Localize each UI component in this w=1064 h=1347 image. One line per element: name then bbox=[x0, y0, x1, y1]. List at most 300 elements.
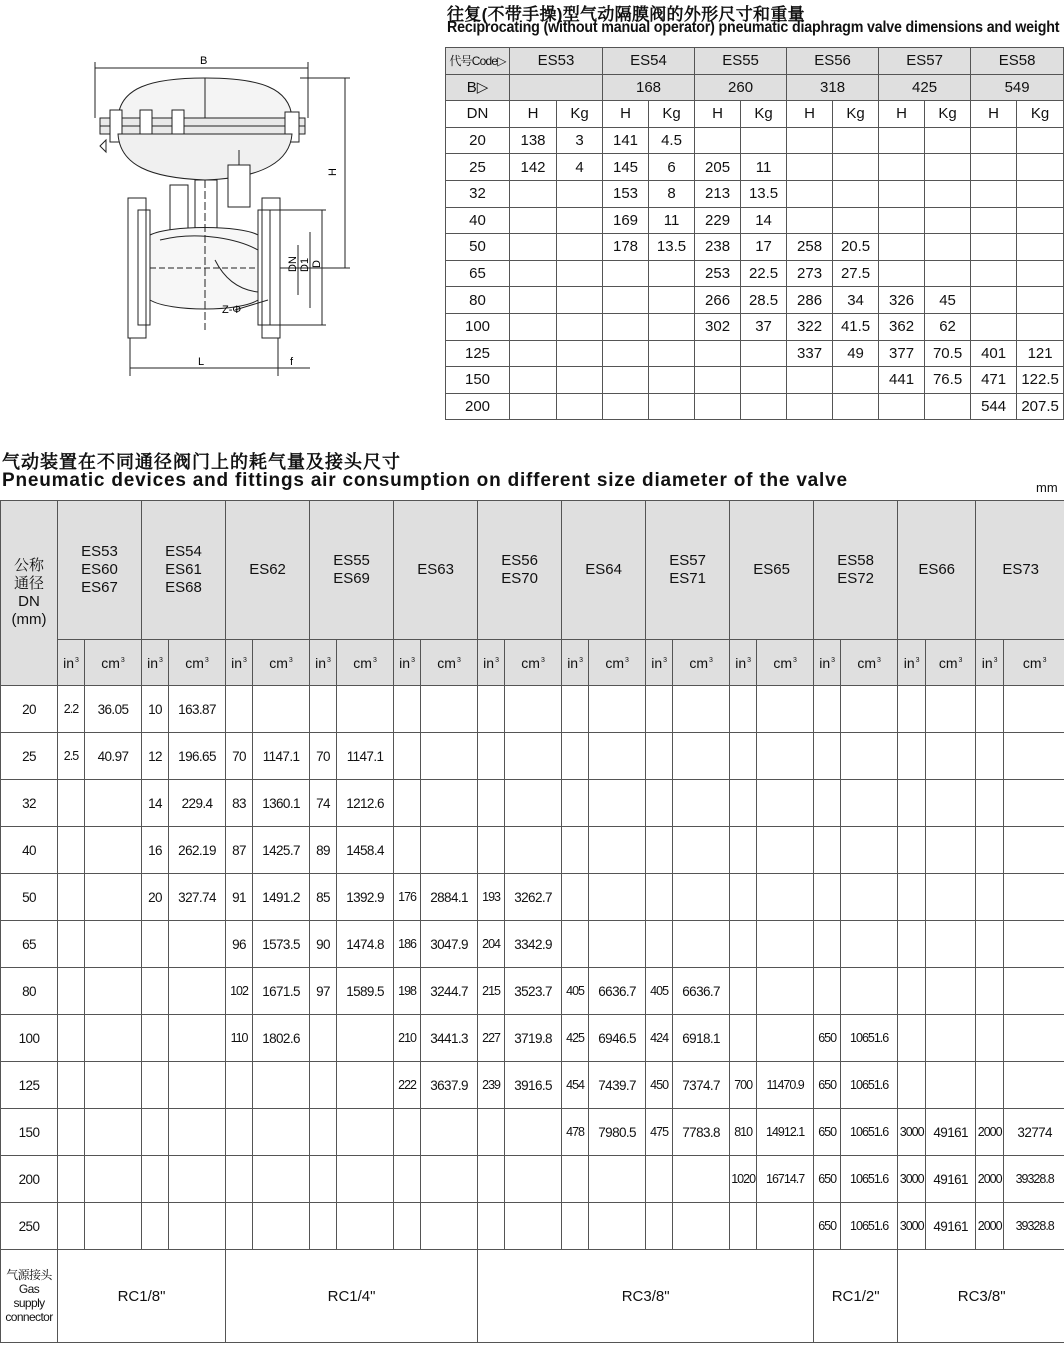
value-cell bbox=[925, 393, 971, 420]
cm3-value-cell bbox=[926, 780, 976, 827]
valve-dimensions-table bbox=[445, 47, 1064, 420]
cm3-value-cell bbox=[673, 686, 730, 733]
in3-value-cell: 20 bbox=[142, 874, 169, 921]
value-cell bbox=[741, 393, 787, 420]
cm3-value-cell bbox=[505, 733, 562, 780]
cm3-value-cell: 11470.9 bbox=[757, 1062, 814, 1109]
value-cell bbox=[510, 367, 557, 394]
unit-cm-cell bbox=[1004, 640, 1064, 686]
kg-header: Kg bbox=[649, 101, 695, 128]
in3-value-cell bbox=[976, 968, 1004, 1015]
in3-value-cell bbox=[562, 921, 589, 968]
in3-value-cell: 198 bbox=[394, 968, 421, 1015]
value-cell: 6 bbox=[649, 154, 695, 181]
model-group-header: ES58 ES72 bbox=[814, 501, 898, 640]
cm3-value-cell bbox=[926, 686, 976, 733]
cm3-value-cell: 7374.7 bbox=[673, 1062, 730, 1109]
in3-value-cell bbox=[646, 827, 673, 874]
table-row bbox=[446, 287, 1064, 314]
table-row bbox=[1, 921, 1064, 968]
unit-cm-cell bbox=[841, 640, 898, 686]
table2-unit: mm bbox=[1036, 480, 1058, 495]
h-header: H bbox=[510, 101, 557, 128]
cm3-value-cell bbox=[169, 1109, 226, 1156]
value-cell bbox=[649, 393, 695, 420]
cm3-value-cell bbox=[85, 1015, 142, 1062]
value-cell bbox=[1017, 207, 1064, 234]
value-cell: 138 bbox=[510, 127, 557, 154]
value-cell: 41.5 bbox=[833, 313, 879, 340]
table-row bbox=[446, 340, 1064, 367]
cm3-value-cell: 10651.6 bbox=[841, 1203, 898, 1250]
in3-value-cell bbox=[478, 827, 505, 874]
connector-size-cell: RC3/8" bbox=[898, 1250, 1064, 1343]
unit-cm: cm bbox=[605, 654, 624, 671]
cm3-value-cell bbox=[337, 686, 394, 733]
unit-cm-cell bbox=[673, 640, 730, 686]
cm3-value-cell bbox=[337, 1156, 394, 1203]
model-group-header: ES53 ES60 ES67 bbox=[58, 501, 142, 640]
cm3-value-cell: 1474.8 bbox=[337, 921, 394, 968]
value-cell: 34 bbox=[833, 287, 879, 314]
in3-value-cell bbox=[58, 1062, 85, 1109]
cm3-value-cell bbox=[421, 733, 478, 780]
value-cell: 70.5 bbox=[925, 340, 971, 367]
in3-value-cell bbox=[814, 874, 841, 921]
code-row bbox=[446, 48, 1064, 75]
unit-cm: cm bbox=[689, 654, 708, 671]
value-cell: 302 bbox=[695, 313, 741, 340]
in3-value-cell bbox=[730, 1203, 757, 1250]
dn-cell: 100 bbox=[446, 313, 510, 340]
unit-superscript: 3 bbox=[993, 656, 998, 664]
cm3-value-cell bbox=[253, 1156, 310, 1203]
in3-value-cell bbox=[562, 686, 589, 733]
value-cell bbox=[879, 234, 925, 261]
cm3-value-cell bbox=[1004, 827, 1064, 874]
in3-value-cell bbox=[394, 1109, 421, 1156]
value-cell bbox=[879, 260, 925, 287]
cm3-value-cell: 1573.5 bbox=[253, 921, 310, 968]
cm3-value-cell: 163.87 bbox=[169, 686, 226, 733]
cm3-value-cell: 40.97 bbox=[85, 733, 142, 780]
connector-size-cell: RC3/8" bbox=[478, 1250, 814, 1343]
value-cell: 37 bbox=[741, 313, 787, 340]
table-row bbox=[1, 686, 1064, 733]
value-cell: 169 bbox=[603, 207, 649, 234]
unit-superscript: 3 bbox=[579, 656, 583, 664]
unit-in: in bbox=[483, 654, 495, 671]
model-group-header: ES62 bbox=[226, 501, 310, 640]
table-row bbox=[446, 393, 1064, 420]
cm3-value-cell: 1392.9 bbox=[337, 874, 394, 921]
value-cell: 49 bbox=[833, 340, 879, 367]
in3-value-cell bbox=[646, 780, 673, 827]
cm3-value-cell bbox=[841, 733, 898, 780]
unit-in: in bbox=[315, 654, 327, 671]
value-cell bbox=[741, 340, 787, 367]
cm3-value-cell bbox=[757, 921, 814, 968]
dn-cell: 25 bbox=[446, 154, 510, 181]
unit-cm: cm bbox=[269, 654, 288, 671]
kg-header: Kg bbox=[1017, 101, 1064, 128]
dn-cell: 150 bbox=[446, 367, 510, 394]
value-cell: 8 bbox=[649, 180, 695, 207]
cm3-value-cell: 1802.6 bbox=[253, 1015, 310, 1062]
in3-value-cell bbox=[976, 1015, 1004, 1062]
cm3-value-cell bbox=[337, 1203, 394, 1250]
cm3-value-cell bbox=[589, 780, 646, 827]
dn-cell: 50 bbox=[446, 234, 510, 261]
in3-value-cell: 650 bbox=[814, 1015, 841, 1062]
in3-value-cell bbox=[142, 1156, 169, 1203]
dn-cell: 65 bbox=[1, 921, 58, 968]
in3-value-cell bbox=[646, 921, 673, 968]
cm3-value-cell bbox=[841, 921, 898, 968]
in3-value-cell bbox=[310, 1203, 337, 1250]
value-cell bbox=[649, 260, 695, 287]
in3-value-cell: 96 bbox=[226, 921, 253, 968]
cm3-value-cell: 1147.1 bbox=[253, 733, 310, 780]
value-cell: 213 bbox=[695, 180, 741, 207]
cm3-value-cell bbox=[169, 1015, 226, 1062]
cm3-value-cell: 39328.8 bbox=[1004, 1203, 1064, 1250]
cm3-value-cell: 49161 bbox=[926, 1203, 976, 1250]
cm3-value-cell bbox=[673, 874, 730, 921]
dn-cell: 40 bbox=[446, 207, 510, 234]
unit-superscript: 3 bbox=[75, 656, 79, 664]
in3-value-cell bbox=[478, 733, 505, 780]
cm3-value-cell bbox=[169, 1062, 226, 1109]
value-cell: 258 bbox=[787, 234, 833, 261]
value-cell bbox=[787, 180, 833, 207]
in3-value-cell bbox=[58, 1156, 85, 1203]
unit-cm-cell bbox=[169, 640, 226, 686]
unit-superscript: 3 bbox=[915, 656, 920, 664]
dn-cell: 20 bbox=[1, 686, 58, 733]
b-value-cell bbox=[510, 74, 603, 101]
in3-value-cell: 700 bbox=[730, 1062, 757, 1109]
h-header: H bbox=[695, 101, 741, 128]
in3-value-cell bbox=[394, 1203, 421, 1250]
value-cell: 11 bbox=[741, 154, 787, 181]
value-cell bbox=[971, 180, 1017, 207]
cm3-value-cell bbox=[841, 780, 898, 827]
cm3-value-cell bbox=[85, 827, 142, 874]
table-row bbox=[446, 260, 1064, 287]
unit-cm-cell bbox=[926, 640, 976, 686]
cm3-value-cell bbox=[926, 1062, 976, 1109]
cm3-value-cell bbox=[505, 1203, 562, 1250]
connector-size-cell: RC1/2" bbox=[814, 1250, 898, 1343]
model-group-header: ES56 ES70 bbox=[478, 501, 562, 640]
unit-in-cell bbox=[478, 640, 505, 686]
in3-value-cell bbox=[730, 968, 757, 1015]
code-cell: ES56 bbox=[787, 48, 879, 75]
drawing-label-l: L bbox=[198, 356, 205, 368]
value-cell bbox=[833, 127, 879, 154]
cm3-value-cell bbox=[505, 827, 562, 874]
value-cell bbox=[879, 207, 925, 234]
cm3-value-cell: 3262.7 bbox=[505, 874, 562, 921]
value-cell: 121 bbox=[1017, 340, 1064, 367]
in3-value-cell bbox=[646, 686, 673, 733]
in3-value-cell: 90 bbox=[310, 921, 337, 968]
in3-value-cell bbox=[976, 921, 1004, 968]
value-cell: 13.5 bbox=[649, 234, 695, 261]
value-cell bbox=[510, 260, 557, 287]
in3-value-cell: 97 bbox=[310, 968, 337, 1015]
unit-in: in bbox=[819, 654, 831, 671]
dn-cell: 65 bbox=[446, 260, 510, 287]
value-cell: 377 bbox=[879, 340, 925, 367]
b-value-cell: 318 bbox=[787, 74, 879, 101]
unit-superscript: 3 bbox=[456, 656, 461, 664]
unit-superscript: 3 bbox=[372, 656, 377, 664]
in3-value-cell bbox=[142, 1062, 169, 1109]
value-cell bbox=[649, 287, 695, 314]
drawing-label-d1: D1 bbox=[299, 257, 311, 272]
dn-cell: 32 bbox=[1, 780, 58, 827]
in3-value-cell: 475 bbox=[646, 1109, 673, 1156]
value-cell: 62 bbox=[925, 313, 971, 340]
value-cell bbox=[603, 287, 649, 314]
unit-superscript: 3 bbox=[624, 656, 629, 664]
table-row bbox=[1, 968, 1064, 1015]
in3-value-cell bbox=[58, 968, 85, 1015]
cm3-value-cell bbox=[505, 1109, 562, 1156]
in3-value-cell bbox=[976, 780, 1004, 827]
in3-value-cell: 70 bbox=[310, 733, 337, 780]
cm3-value-cell bbox=[1004, 1015, 1064, 1062]
value-cell bbox=[787, 154, 833, 181]
table-row bbox=[1, 1109, 1064, 1156]
unit-cm-cell bbox=[337, 640, 394, 686]
cm3-value-cell: 3342.9 bbox=[505, 921, 562, 968]
unit-cm: cm bbox=[437, 654, 456, 671]
unit-superscript: 3 bbox=[831, 656, 836, 664]
value-cell bbox=[833, 180, 879, 207]
in3-value-cell: 210 bbox=[394, 1015, 421, 1062]
table-row bbox=[446, 127, 1064, 154]
in3-value-cell: 12 bbox=[142, 733, 169, 780]
in3-value-cell bbox=[226, 1203, 253, 1250]
value-cell: 28.5 bbox=[741, 287, 787, 314]
in3-value-cell bbox=[976, 686, 1004, 733]
in3-value-cell bbox=[898, 733, 926, 780]
in3-value-cell bbox=[58, 921, 85, 968]
unit-cm: cm bbox=[101, 654, 120, 671]
value-cell: 207.5 bbox=[1017, 393, 1064, 420]
value-cell bbox=[971, 260, 1017, 287]
in3-value-cell bbox=[898, 686, 926, 733]
table2-title-cn: 气动装置在不同通径阀门上的耗气量及接头尺寸 bbox=[2, 452, 401, 472]
cm3-value-cell: 6636.7 bbox=[589, 968, 646, 1015]
in3-value-cell: 3000 bbox=[898, 1156, 926, 1203]
model-group-header: ES66 bbox=[898, 501, 976, 640]
in3-value-cell: 222 bbox=[394, 1062, 421, 1109]
unit-superscript: 3 bbox=[663, 656, 668, 664]
unit-superscript: 3 bbox=[747, 656, 752, 664]
value-cell bbox=[787, 393, 833, 420]
h-header: H bbox=[787, 101, 833, 128]
cm3-value-cell bbox=[757, 1015, 814, 1062]
in3-value-cell: 89 bbox=[310, 827, 337, 874]
value-cell: 14 bbox=[741, 207, 787, 234]
unit-in: in bbox=[651, 654, 663, 671]
value-cell bbox=[510, 313, 557, 340]
dn-cell: 25 bbox=[1, 733, 58, 780]
in3-value-cell bbox=[898, 968, 926, 1015]
value-cell bbox=[557, 260, 603, 287]
cm3-value-cell: 6918.1 bbox=[673, 1015, 730, 1062]
in3-value-cell bbox=[814, 827, 841, 874]
value-cell bbox=[603, 393, 649, 420]
in3-value-cell: 3000 bbox=[898, 1203, 926, 1250]
dn-cell: 150 bbox=[1, 1109, 58, 1156]
value-cell bbox=[1017, 180, 1064, 207]
value-cell bbox=[879, 154, 925, 181]
value-cell: 45 bbox=[925, 287, 971, 314]
in3-value-cell bbox=[394, 780, 421, 827]
in3-value-cell: 193 bbox=[478, 874, 505, 921]
cm3-value-cell bbox=[926, 827, 976, 874]
in3-value-cell: 650 bbox=[814, 1203, 841, 1250]
group-header-row bbox=[1, 501, 1064, 640]
value-cell: 27.5 bbox=[833, 260, 879, 287]
cm3-value-cell bbox=[85, 874, 142, 921]
in3-value-cell: 450 bbox=[646, 1062, 673, 1109]
value-cell bbox=[1017, 154, 1064, 181]
unit-superscript: 3 bbox=[288, 656, 293, 664]
value-cell bbox=[510, 287, 557, 314]
value-cell bbox=[925, 260, 971, 287]
table-row bbox=[1, 1062, 1064, 1109]
dn-cell: 125 bbox=[446, 340, 510, 367]
value-cell bbox=[925, 180, 971, 207]
in3-value-cell: 2000 bbox=[976, 1156, 1004, 1203]
dn-cell: 100 bbox=[1, 1015, 58, 1062]
cm3-value-cell bbox=[1004, 733, 1064, 780]
dn-cell: 200 bbox=[446, 393, 510, 420]
cm3-value-cell: 10651.6 bbox=[841, 1109, 898, 1156]
dn-header: 公称 通径 DN (mm) bbox=[1, 501, 58, 686]
unit-superscript: 3 bbox=[1042, 656, 1047, 664]
cm3-value-cell bbox=[169, 1156, 226, 1203]
drawing-label-d: D bbox=[311, 260, 323, 268]
cm3-value-cell: 1212.6 bbox=[337, 780, 394, 827]
unit-in-cell bbox=[646, 640, 673, 686]
value-cell bbox=[925, 154, 971, 181]
in3-value-cell bbox=[898, 1015, 926, 1062]
in3-value-cell: 186 bbox=[394, 921, 421, 968]
code-cell: ES57 bbox=[879, 48, 971, 75]
dn-cell: 125 bbox=[1, 1062, 58, 1109]
value-cell: 178 bbox=[603, 234, 649, 261]
unit-superscript: 3 bbox=[495, 656, 499, 664]
value-cell bbox=[1017, 260, 1064, 287]
cm3-value-cell bbox=[1004, 686, 1064, 733]
unit-cm-cell bbox=[85, 640, 142, 686]
value-cell bbox=[741, 367, 787, 394]
cm3-value-cell bbox=[757, 827, 814, 874]
cm3-value-cell: 327.74 bbox=[169, 874, 226, 921]
cm3-value-cell bbox=[85, 1062, 142, 1109]
unit-in-cell bbox=[58, 640, 85, 686]
value-cell bbox=[971, 207, 1017, 234]
value-cell bbox=[971, 313, 1017, 340]
b-value-cell: 549 bbox=[971, 74, 1064, 101]
cm3-value-cell bbox=[505, 780, 562, 827]
value-cell bbox=[557, 313, 603, 340]
value-cell: 4.5 bbox=[649, 127, 695, 154]
value-cell bbox=[603, 367, 649, 394]
in3-value-cell bbox=[562, 827, 589, 874]
in3-value-cell bbox=[730, 921, 757, 968]
value-cell bbox=[695, 127, 741, 154]
cm3-value-cell: 49161 bbox=[926, 1109, 976, 1156]
unit-superscript: 3 bbox=[793, 656, 797, 664]
unit-cm-cell bbox=[421, 640, 478, 686]
in3-value-cell bbox=[142, 921, 169, 968]
value-cell: 326 bbox=[879, 287, 925, 314]
value-cell bbox=[925, 127, 971, 154]
in3-value-cell bbox=[898, 780, 926, 827]
dn-cell: 32 bbox=[446, 180, 510, 207]
cm3-value-cell bbox=[841, 827, 898, 874]
in3-value-cell: 478 bbox=[562, 1109, 589, 1156]
cm3-value-cell bbox=[421, 1203, 478, 1250]
in3-value-cell bbox=[730, 827, 757, 874]
cm3-value-cell: 1491.2 bbox=[253, 874, 310, 921]
drawing-label-dn: DN bbox=[287, 256, 299, 272]
in3-value-cell: 424 bbox=[646, 1015, 673, 1062]
drawing-label-f: f bbox=[290, 356, 294, 368]
in3-value-cell bbox=[898, 1062, 926, 1109]
value-cell bbox=[557, 207, 603, 234]
cm3-value-cell: 3637.9 bbox=[421, 1062, 478, 1109]
dn-cell: 250 bbox=[1, 1203, 58, 1250]
unit-in: in bbox=[567, 654, 579, 671]
value-cell bbox=[925, 234, 971, 261]
cm3-value-cell bbox=[1004, 780, 1064, 827]
value-cell bbox=[557, 180, 603, 207]
value-cell bbox=[833, 367, 879, 394]
value-cell: 266 bbox=[695, 287, 741, 314]
unit-cm: cm bbox=[353, 654, 372, 671]
value-cell bbox=[603, 340, 649, 367]
cm3-value-cell bbox=[169, 968, 226, 1015]
in3-value-cell: 16 bbox=[142, 827, 169, 874]
cm3-value-cell bbox=[673, 1156, 730, 1203]
kg-header: Kg bbox=[741, 101, 787, 128]
in3-value-cell: 204 bbox=[478, 921, 505, 968]
cm3-value-cell bbox=[926, 1015, 976, 1062]
cm3-value-cell bbox=[589, 874, 646, 921]
dn-cell: 80 bbox=[446, 287, 510, 314]
value-cell: 544 bbox=[971, 393, 1017, 420]
cm3-value-cell bbox=[421, 1109, 478, 1156]
in3-value-cell: 10 bbox=[142, 686, 169, 733]
code-cell: ES54 bbox=[603, 48, 695, 75]
unit-in-cell bbox=[226, 640, 253, 686]
drawing-label-z: Z-Φ bbox=[222, 304, 242, 316]
unit-cm-cell bbox=[505, 640, 562, 686]
cm3-value-cell: 32774 bbox=[1004, 1109, 1064, 1156]
cm3-value-cell bbox=[505, 686, 562, 733]
cm3-value-cell: 49161 bbox=[926, 1156, 976, 1203]
value-cell bbox=[879, 127, 925, 154]
